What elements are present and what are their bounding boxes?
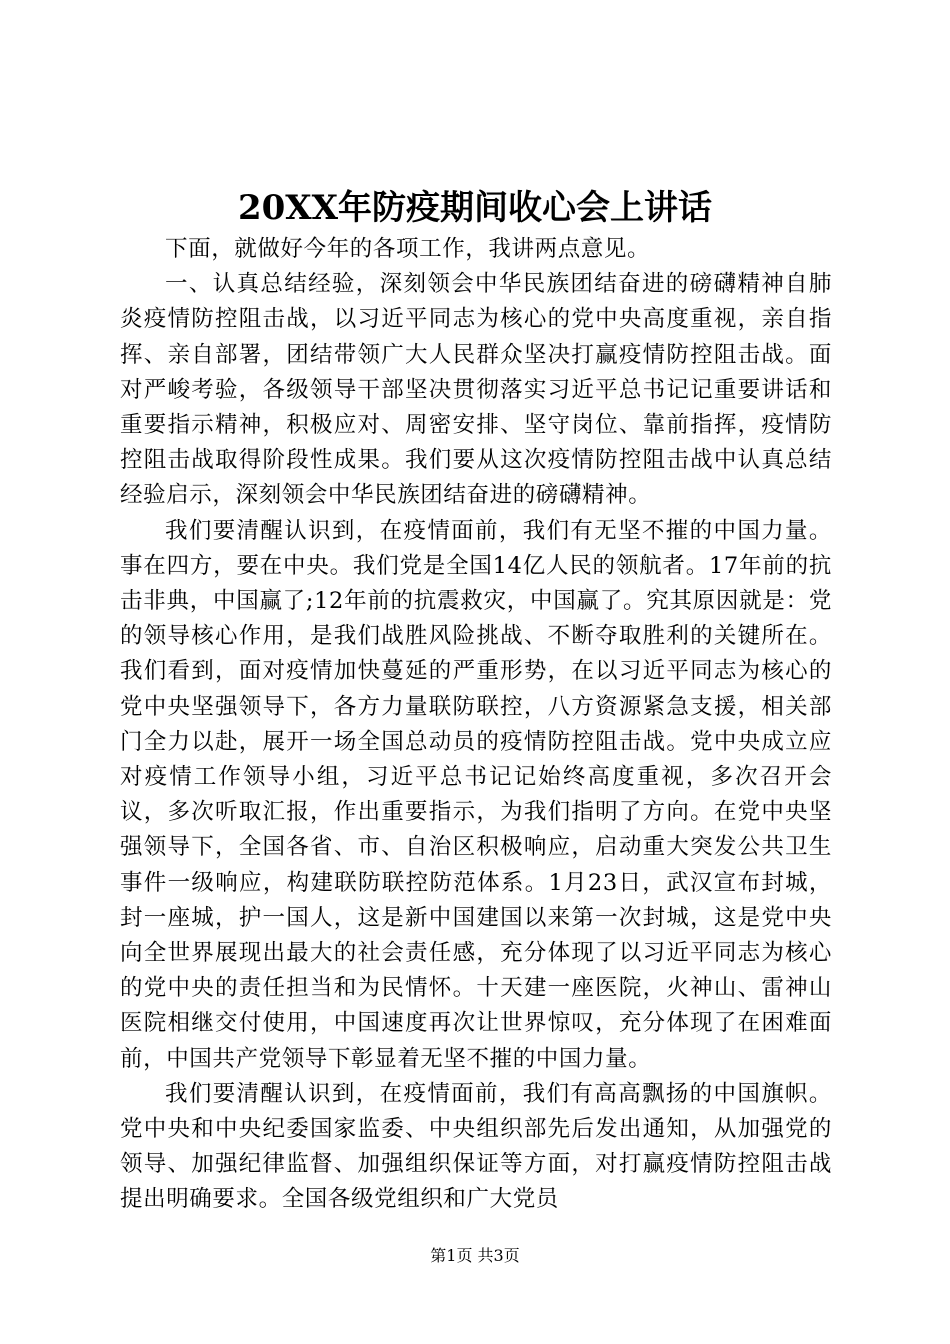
paragraph-intro: 下面，就做好今年的各项工作，我讲两点意见。 (165, 236, 651, 262)
paragraph-section-one: 一、认真总结经验，深刻领会中华民族团结奋进的磅礴精神自肺炎疫情防控阻击战，以习近平同志为核心的党中央高度重视，亲自指挥、亲自部署，团结带领广大人民群众坚决打赢疫情防控阻击战。面对严峻考验，各级领导干部坚决贯彻落实习近平总书记记重要讲话和重要指示精神，积极应对、周密安排、坚守岗位、靠前指挥，疫情防控阻击战取得阶段性成果。我们要从这次疫情防控阻击战中认真总结经验启示，深刻领会中华民族团结奋进的磅礴精神。 (120, 271, 832, 509)
paragraph-china-banner: 我们要清醒认识到，在疫情面前，我们有高高飘扬的中国旗帜。党中央和中央纪委国家监委、中央组织部先后发出通知，从加强党的领导、加强纪律监督、加强组织保证等方面，对打赢疫情防控阻击战提出明确要求。全国各级党组织和广大党员 (120, 1080, 832, 1213)
page-number: 第1页 (430, 1246, 473, 1265)
document-body (120, 232, 832, 1218)
document-title: 20XX年防疫期间收心会上讲话 (237, 188, 713, 228)
paragraph-china-strength: 我们要清醒认识到，在疫情面前，我们有无坚不摧的中国力量。事在四方，要在中央。我们党是全国14亿人民的领航者。17年前的抗击非典，中国赢了;12年前的抗震救灾，中国赢了。究其原因就是：党的领导核心作用，是我们战胜风险挑战、不断夺取胜利的关键所在。我们看到，面对疫情加快蔓延的严重形势，在以习近平同志为核心的党中央坚强领导下，各方力量联防联控，八方资源紧急支援，相关部门全力以赴，展开一场全国总动员的疫情防控阻击战。党中央成立应对疫情工作领导小组，习近平总书记记始终高度重视，多次召开会议，多次听取汇报，作出重要指示，为我们指明了方向。在党中央坚强领导下，全国各省、市、自治区积极响应，启动重大突发公共卫生事件一级响应，构建联防联控防范体系。1月23日，武汉宣布封城，封一座城，护一国人，这是新中国建国以来第一次封城，这是党中央向全世界展现出最大的社会责任感，充分体现了以习近平同志为核心的党中央的责任担当和为民情怀。十天建一座医院，火神山、雷神山医院相继交付使用，中国速度再次让世界惊叹，充分体现了在困难面前，中国共产党领导下彰显着无坚不摧的中国力量。 (120, 517, 832, 1072)
page-footer (0, 1245, 950, 1267)
page-total: 共3页 (477, 1246, 520, 1265)
